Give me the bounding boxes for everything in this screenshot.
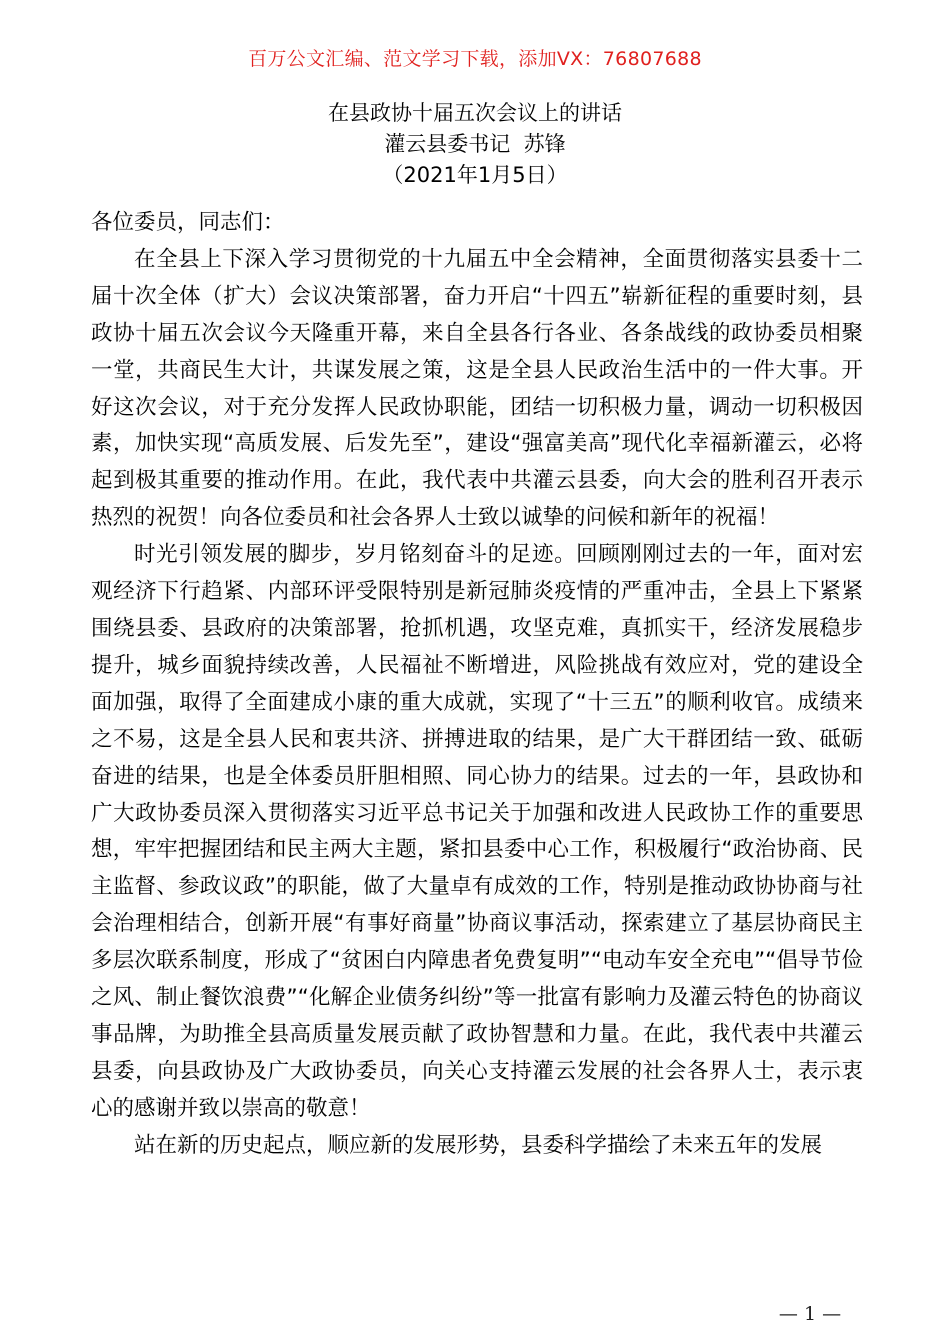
promo-banner: 百万公文汇编、范文学习下载，添加VX：76807688 bbox=[248, 48, 702, 70]
paragraph-1: 在全县上下深入学习贯彻党的十九届五中全会精神，全面贯彻落实县委十二届十次全体（扩大）会议决策部署，奋力开启“十四五”崭新征程的重要时刻，县政协十届五次会议今天隆重开幕，来自全县各行各业、各条战线的政协委员相聚一堂，共商民生大计，共谋发展之策，这是全县人民政治生活中的一件大事。开好这次会议，对于充分发挥人民政协职能，团结一切积极力量，调动一切积极因素，加快实现“高质发展、后发先至”，建设“强富美高”现代化幸福新灌云，必将起到极其重要的推动作用。在此，我代表中共灌云县委，向大会的胜利召开表示热烈的祝贺！向各位委员和社会各界人士致以诚挚的问候和新年的祝福！ bbox=[91, 246, 863, 531]
paragraph-2: 时光引领发展的脚步，岁月铭刻奋斗的足迹。回顾刚刚过去的一年，面对宏观经济下行趋紧、内部环评受限特别是新冠肺炎疫情的严重冲击，全县上下紧紧围绕县委、县政府的决策部署，抢抓机遇，攻坚克难，真抓实干，经济发展稳步提升，城乡面貌持续改善，人民福祉不断增进，风险挑战有效应对，党的建设全面加强，取得了全面建成小康的重大成就，实现了“十三五”的顺利收官。成绩来之不易，这是全县人民和衷共济、拼搏进取的结果，是广大干群团结一致、砥砺奋进的结果，也是全体委员肝胆相照、同心协力的结果。过去的一年，县政协和广大政协委员深入贯彻落实习近平总书记关于加强和改进人民政协工作的重要思想，牢牢把握团结和民主两大主题，紧扣县委中心工作，积极履行“政治协商、民主监督、参政议政”的职能，做了大量卓有成效的工作，特别是推动政协协商与社会治理相结合，创新开展“有事好商量”协商议事活动，探索建立了基层协商民主多层次联系制度，形成了“贫困白内障患者免费复明”“电动车安全充电”“倡导节俭之风、制止餐饮浪费”“化解企业债务纠纷”等一批富有影响力及灌云特色的协商议事品牌，为助推全县高质量发展贡献了政协智慧和力量。在此，我代表中共灌云县委，向县政协及广大政协委员，向关心支持灌云发展的社会各界人士，表示衷心的感谢并致以崇高的敬意！ bbox=[91, 542, 863, 1121]
speaker-line: 灌云县委书记 苏锋 bbox=[384, 132, 566, 156]
paragraph-3: 站在新的历史起点，顺应新的发展形势，县委科学描绘了未来五年的发展 bbox=[134, 1132, 823, 1158]
document-title: 在县政协十届五次会议上的讲话 bbox=[328, 101, 622, 125]
speech-date: （2021年1月5日） bbox=[382, 163, 568, 187]
salutation: 各位委员，同志们： bbox=[91, 210, 285, 235]
page-number: — 1 — bbox=[778, 1303, 842, 1325]
title-block bbox=[0, 98, 950, 191]
speech-body bbox=[91, 205, 863, 1165]
